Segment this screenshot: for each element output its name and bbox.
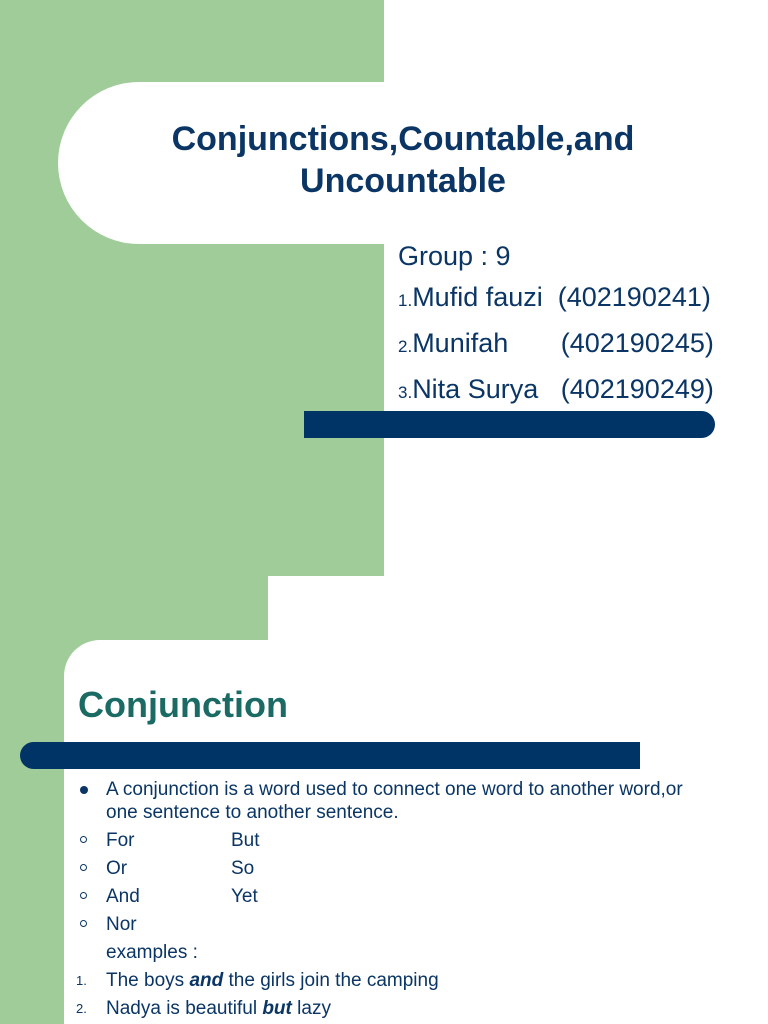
slide-title: Conjunctions,Countable,and Uncountable (171, 120, 635, 200)
slide2-heading: Conjunction (78, 684, 288, 725)
example-item: 2. Nadya is beautiful but lazy (76, 998, 331, 1019)
examples-label: examples : (106, 942, 198, 963)
conjunction-pair: Or So (76, 855, 716, 883)
definition-bullet: A conjunction is a word used to connect one word to another word,or one sentence to another sentence. (76, 778, 716, 824)
slide2-divider-bar (20, 742, 640, 769)
group-label: Group : 9 (398, 241, 511, 271)
example-item: 1. The boys and the girls join the camping (76, 970, 439, 991)
slide2-content (76, 778, 716, 1023)
slide1-divider-bar (304, 411, 715, 438)
conjunction-pair: Nor (76, 911, 716, 939)
group-info (398, 236, 714, 414)
member-item: 2.Munifah (402190245) (398, 328, 714, 358)
member-item: 3.Nita Surya (402190249) (398, 374, 714, 404)
member-item: 1.Mufid fauzi (402190241) (398, 282, 711, 312)
conjunction-pair: For But (76, 827, 716, 855)
conjunction-pair: And Yet (76, 883, 716, 911)
